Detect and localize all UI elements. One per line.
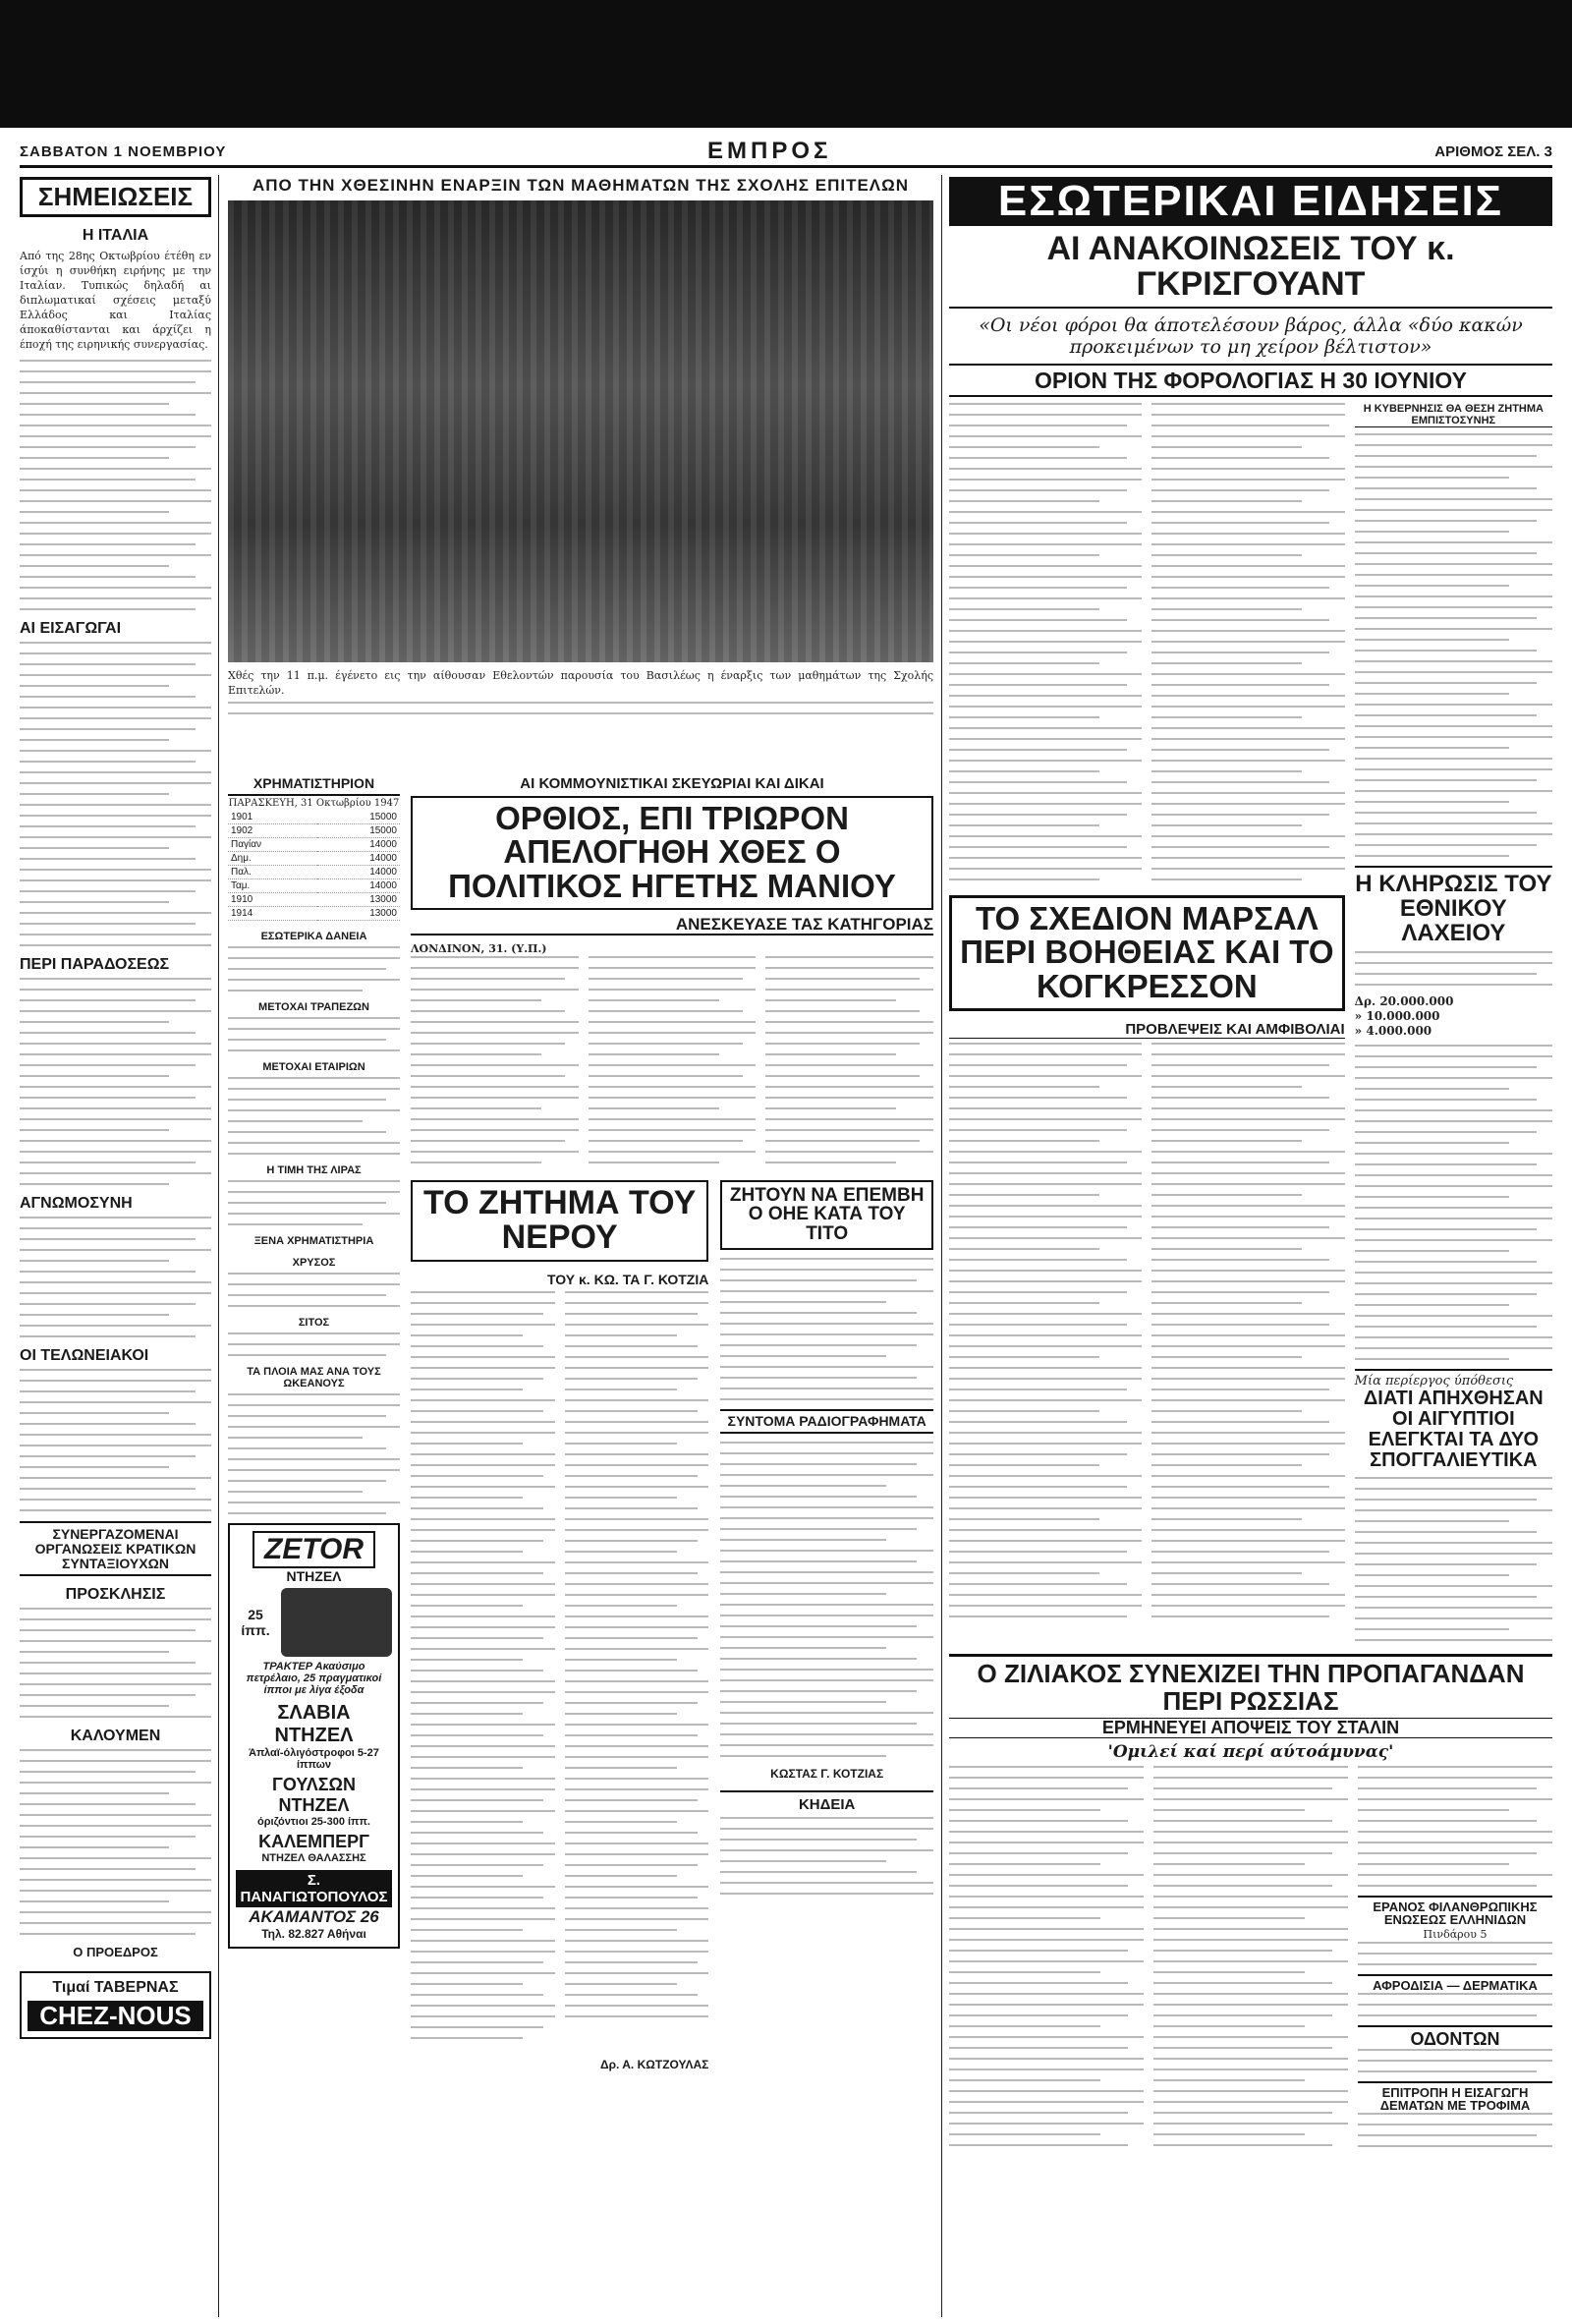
- market-wheat: ΣΙΤΟΣ: [298, 1316, 330, 1329]
- egypt-headline: ΔΙΑΤΙ ΑΠΗΧΘΗΣΑΝ ΟΙ ΑΙΓΥΠΤΙΟΙ ΕΛΕΓΚΤΑΙ ΤΑ ΔΥΟ ΣΠΟΓΓΑΛΙΕΥΤΙΚΑ: [1363, 1388, 1544, 1472]
- market-value: 13000: [317, 892, 400, 906]
- text-lines: [20, 360, 211, 610]
- market-row: [228, 837, 400, 851]
- kalemperg-name: ΚΑΛΕΜΠΕΡΓ: [258, 1831, 369, 1851]
- left-column: [20, 177, 211, 2314]
- panagiotopoulos-name: Σ. ΠΑΝΑΓΙΩΤΟΠΟΥΛΟΣ: [236, 1870, 392, 1907]
- text-lines: [949, 403, 1142, 889]
- text-lines: [20, 1217, 211, 1337]
- text-lines: [228, 1180, 400, 1225]
- kalemperg-sub: ΝΤΗΖΕΛ ΘΑΛΑΣΣΗΣ: [261, 1851, 366, 1864]
- market-pound-price: Η ΤΙΜΗ ΤΗΣ ΛΙΡΑΣ: [266, 1163, 362, 1176]
- zilia-headline: Ο ΖΙΛΙΑΚΟΣ ΣΥΝΕΧΙΖΕΙ ΤΗΝ ΠΡΟΠΑΓΑΝΔΑΝ ΠΕΡΙ ΡΩΣΣΙΑΣ: [977, 1659, 1525, 1716]
- water-author: ΤΟΥ κ. ΚΩ. ΤΑ Γ. ΚΟΤΖΙΑ: [546, 1271, 709, 1287]
- eranos-heading: ΕΡΑΝΟΣ ΦΙΛΑΝΘΡΩΠΙΚΗΣ ΕΝΩΣΕΩΣ ΕΛΛΗΝΙΔΩΝ: [1358, 1896, 1552, 1927]
- text-lines: [765, 956, 933, 1172]
- section-customs: ΟΙ ΤΕΛΩΝΕΙΑΚΟΙ: [20, 1347, 149, 1365]
- market-value: 14000: [317, 865, 400, 879]
- water-headline: ΤΟ ΖΗΤΗΜΑ ΤΟΥ ΝΕΡΟΥ: [411, 1180, 708, 1262]
- text-lines: [228, 1393, 400, 1514]
- market-value: 14000: [317, 879, 400, 892]
- tavern-ad-line1: Τιμαί ΤΑΒΕΡΝΑΣ: [52, 1979, 179, 1997]
- lottery-headline: Η ΚΛΗΡΩΣΙΣ ΤΟΥ ΕΘΝΙΚΟΥ ΛΑΧΕΙΟΥ: [1355, 866, 1552, 946]
- notes-title: ΣΗΜΕΙΩΣΕΙΣ: [20, 177, 211, 217]
- text-lines: [411, 956, 579, 1172]
- middle-articles: [411, 776, 933, 2314]
- zetor-logo: ZETOR: [253, 1531, 375, 1568]
- market-row: [228, 865, 400, 879]
- text-lines: [1358, 1942, 1552, 1965]
- text-lines: [1355, 433, 1552, 857]
- text-lines: [20, 978, 211, 1185]
- text-lines: [228, 1017, 400, 1051]
- masthead: [20, 138, 1552, 168]
- page-number: ΑΡΙΘΜΟΣ ΣΕΛ. 3: [1434, 143, 1552, 160]
- maniou-subhead: ΑΝΕΣΚΕΥΑΣΕ ΤΑΣ ΚΑΤΗΓΟΡΙΑΣ: [411, 916, 933, 935]
- lottery-prize: » 4.000.000: [1354, 1024, 1432, 1039]
- market-value: 14000: [317, 851, 400, 865]
- market-row: [228, 906, 400, 920]
- text-lines: [1358, 1993, 1552, 2016]
- goulson-name: ΓΟΥΛΣΩΝ ΝΤΗΖΕΛ: [272, 1774, 356, 1815]
- zilia-quote: 'Ομιλεί καί περί αύτοάμυνας': [1107, 1741, 1394, 1762]
- tax-quote: «Οι νέοι φόροι θα άποτελέσουν βάρος, άλλα «δύο κακών προκειμένων το μη χείρον βέλτιστον»: [979, 313, 1523, 358]
- market-value: 15000: [317, 823, 400, 837]
- text-lines: [20, 1749, 211, 1935]
- market-gold: ΧΡΥΣΟΣ: [292, 1256, 336, 1269]
- pensioners-heading: ΣΥΝΕΡΓΑΖΟΜΕΝΑΙ ΟΡΓΑΝΩΣΕΙΣ ΚΡΑΤΙΚΩΝ ΣΥΝΤΑΞΙΟΥΧΩΝ: [20, 1521, 211, 1576]
- section-italy: Η ΙΤΑΛΙΑ: [82, 227, 149, 245]
- tavern-ad-name: CHEZ-NOUS: [28, 2001, 203, 2031]
- text-lines: [1358, 1766, 1552, 1887]
- radio-headline: ΣΥΝΤΟΜΑ ΡΑΔΙΟΓΡΑΦΗΜΑΤΑ: [720, 1409, 933, 1434]
- text-lines: [1358, 2049, 1552, 2072]
- marshall-subhead: ΠΡΟΒΛΕΨΕΙΣ ΚΑΙ ΑΜΦΙΒΟΛΙΑΙ: [949, 1021, 1345, 1039]
- text-lines: [228, 946, 400, 992]
- school-opening-photo: [228, 200, 933, 662]
- text-lines: [720, 1258, 933, 1400]
- section-ingratitude: ΑΓΝΩΜΟΣΥΝΗ: [20, 1195, 133, 1213]
- market-internal-loans: ΕΣΩΤΕΡΙΚΑ ΔΑΝΕΙΑ: [260, 930, 367, 942]
- photo-title: ΑΠΟ ΤΗΝ ΧΘΕΣΙΝΗΝ ΕΝΑΡΞΙΝ ΤΩΝ ΜΑΘΗΜΑΤΩΝ ΤΗΣ ΣΧΟΛΗΣ ΕΠΙΤΕΛΩΝ: [252, 177, 910, 195]
- water-signature: Δρ. Α. ΚΩΤΖΟΥΛΑΣ: [599, 2057, 709, 2071]
- market-table: [228, 811, 400, 921]
- lottery-list: [1355, 994, 1552, 1039]
- zilia-subhead: ΕΡΜΗΝΕΥΕΙ ΑΠΟΨΕΙΣ ΤΟΥ ΣΤΑΛΙΝ: [949, 1718, 1552, 1738]
- section-delivery: ΠΕΡΙ ΠΑΡΑΔΟΣΕΩΣ: [20, 956, 170, 974]
- tractor-image: [281, 1588, 392, 1657]
- text-lines: [720, 1442, 933, 1757]
- section-imports: ΑΙ ΕΙΣΑΓΩΓΑΙ: [20, 620, 122, 638]
- tavern-ad: [20, 1971, 211, 2039]
- aphrodisia-heading: ΑΦΡΟΔΙΣΙΑ — ΔΕΡΜΑΤΙΚΑ: [1358, 1974, 1552, 1993]
- text-lines: [411, 1291, 555, 2048]
- parcels-heading: ΕΠΙΤΡΟΠΗ Η ΕΙΣΑΓΩΓΗ ΔΕΜΑΤΩΝ ΜΕ ΤΡΟΦΙΜΑ: [1358, 2081, 1552, 2113]
- photo-section: [228, 177, 933, 766]
- panagiotopoulos-phone: Τηλ. 82.827 Αθήναι: [261, 1926, 366, 1941]
- funeral-heading: ΚΗΔΕΙΑ: [720, 1790, 933, 1813]
- slavia-sub: Άπλαϊ-όλιγόστροφοι 5-27 ίππων: [249, 1746, 379, 1771]
- slavia-name: ΣΛΑΒΙΑ ΝΤΗΖΕΛ: [274, 1701, 354, 1746]
- zetor-sub: ΝΤΗΖΕΛ: [286, 1567, 342, 1584]
- confidence-subhead: Η ΚΥΒΕΡΝΗΣΙΣ ΘΑ ΘΕΣΗ ΖΗΤΗΜΑ ΕΜΠΙΣΤΟΣΥΝΗΣ: [1355, 403, 1552, 427]
- text-lines: [228, 702, 933, 714]
- text-lines: [228, 1332, 400, 1356]
- zetor-ad: [228, 1523, 400, 1949]
- text-lines: [589, 956, 757, 1172]
- market-foreign: ΞΕΝΑ ΧΡΗΜΑΤΙΣΤΗΡΙΑ: [253, 1234, 374, 1247]
- domestic-banner: ΕΣΩΤΕΡΙΚΑΙ ΕΙΔΗΣΕΙΣ: [949, 177, 1552, 226]
- ships-heading: ΤΑ ΠΛΟΙΑ ΜΑΣ ΑΝΑ ΤΟΥΣ ΩΚΕΑΝΟΥΣ: [247, 1365, 381, 1389]
- kotzias-signature: ΚΩΣΤΑΣ Γ. ΚΟΤΖΙΑΣ: [770, 1767, 884, 1782]
- market-company-shares: ΜΕΤΟΧΑΙ ΕΤΑΙΡΙΩΝ: [262, 1060, 365, 1073]
- text-lines: [1151, 403, 1344, 889]
- zetor-hp: 25 ίππ.: [241, 1606, 270, 1638]
- text-lines: [1153, 1766, 1348, 2156]
- odonton-heading: ΟΔΟΝΤΩΝ: [1358, 2025, 1552, 2049]
- text-lines: [1358, 2113, 1552, 2147]
- calling-title: ΚΑΛΟΥΜΕΝ: [70, 1728, 161, 1745]
- market-row: [228, 892, 400, 906]
- eranos-address: Πινδάρου 5: [1423, 1928, 1488, 1942]
- goulson-sub: όριζόντιοι 25-300 ίππ.: [257, 1815, 370, 1828]
- market-column: [228, 776, 400, 2314]
- text-lines: [20, 1608, 211, 1718]
- text-lines: [20, 1369, 211, 1511]
- issue-date: ΣΑΒΒΑΤΟΝ 1 ΝΟΕΜΒΡΙΟΥ: [20, 143, 227, 160]
- market-title: ΧΡΗΜΑΤΙΣΤΗΡΙΟΝ: [228, 776, 400, 796]
- domestic-news: [949, 177, 1552, 2314]
- market-date: ΠΑΡΑΣΚΕΥΗ, 31 Οκτωβρίου 1947: [228, 797, 400, 809]
- market-label: 1910: [228, 892, 317, 906]
- market-row: [228, 811, 400, 824]
- market-label: Ταμ.: [228, 879, 317, 892]
- column-rule: [218, 175, 219, 2317]
- market-label: Παλ.: [228, 865, 317, 879]
- market-label: 1914: [228, 906, 317, 920]
- paper-name: ΕΜΠΡΟΣ: [707, 138, 832, 164]
- text-lines: [565, 1291, 709, 2048]
- lottery-prize: » 10.000.000: [1354, 1009, 1440, 1024]
- text-lines: [1355, 951, 1552, 986]
- market-row: [228, 823, 400, 837]
- tax-limit-subhead: ΟΡΙΟΝ ΤΗΣ ΦΟΡΟΛΟΓΙΑΣ Η 30 ΙΟΥΝΙΟΥ: [949, 364, 1552, 397]
- text-lines: [228, 1077, 400, 1155]
- market-value: 13000: [317, 906, 400, 920]
- market-value: 14000: [317, 837, 400, 851]
- maniou-headline: ΟΡΘΙΟΣ, ΕΠΙ ΤΡΙΩΡΟΝ ΑΠΕΛΟΓΗΘΗ ΧΘΕΣ Ο ΠΟΛΙΤΙΚΟΣ ΗΓΕΤΗΣ ΜΑΝΙΟΥ: [411, 796, 933, 910]
- tito-headline: ΖΗΤΟΥΝ ΝΑ ΕΠΕΜΒΗ Ο ΟΗΕ ΚΑΤΑ ΤΟΥ ΤΙΤΟ: [720, 1180, 933, 1251]
- text-lines: [228, 1273, 400, 1307]
- text-lines: [949, 1766, 1144, 2156]
- invitation-title: ΠΡΟΣΚΛΗΣΙΣ: [65, 1586, 166, 1604]
- photo-caption-text: Χθές την 11 π.μ. έγένετο εις την αίθουσαν Εθελοντών παρουσία του Βασιλέως η έναρξις των μαθημάτων της Σχολής Επιτελών.: [228, 668, 933, 697]
- market-row: [228, 879, 400, 892]
- lottery-prize: Δρ. 20.000.000: [1354, 994, 1454, 1009]
- panagiotopoulos-addr: ΑΚΑΜΑΝΤΟΣ 26: [249, 1906, 379, 1926]
- communist-kicker: ΑΙ ΚΟΜΜΟΥΝΙΣΤΙΚΑΙ ΣΚΕΥΩΡΙΑΙ ΚΑΙ ΔΙΚΑΙ: [520, 776, 824, 792]
- italy-text: Από της 28ης Οκτωβρίου έτέθη εν ίσχύι η συνθήκη ειρήνης με την Ιταλίαν. Τυπικώς δηλαδή αι διπλωματικαί σχέσεις μεταξύ Ελλάδος και Ιταλίας άποκαθίστανται και άρχίζει η έποχή της ειρηνικής συνεργασίας.: [20, 250, 211, 352]
- text-lines: [1355, 1477, 1552, 1641]
- grisgouant-headline: ΑΙ ΑΝΑΚΟΙΝΩΣΕΙΣ ΤΟΥ κ. ΓΚΡΙΣΓΟΥΑΝΤ: [949, 232, 1552, 308]
- text-lines: [1355, 1045, 1552, 1360]
- president-sign: Ο ΠΡΟΕΔΡΟΣ: [73, 1945, 158, 1960]
- market-label: Δημ.: [228, 851, 317, 865]
- maniou-dateline: ΛΟΝΔΙΝΟΝ, 31. (Υ.Π.): [411, 941, 547, 955]
- zetor-text: ΤΡΑΚΤΕΡ Ακαύσιμο πετρέλαιο, 25 πραγματικοί ίπποι με λίγα έξοδα: [246, 1660, 382, 1696]
- market-label: 1902: [228, 823, 317, 837]
- marshall-headline: ΤΟ ΣΧΕΔΙΟΝ ΜΑΡΣΑΛ ΠΕΡΙ ΒΟΗΘΕΙΑΣ ΚΑΙ ΤΟ ΚΟΓΚΡΕΣΣΟΝ: [949, 895, 1345, 1011]
- market-value: 15000: [317, 811, 400, 824]
- top-scan-band: [0, 0, 1572, 128]
- market-row: [228, 851, 400, 865]
- market-label: Παγίαν: [228, 837, 317, 851]
- text-lines: [1151, 1043, 1344, 1626]
- market-label: 1901: [228, 811, 317, 824]
- text-lines: [949, 1043, 1142, 1626]
- column-rule: [941, 175, 942, 2317]
- text-lines: [720, 1817, 933, 1895]
- market-bank-shares: ΜΕΤΟΧΑΙ ΤΡΑΠΕΖΩΝ: [258, 1000, 369, 1013]
- egypt-kicker: Μία περίεργος ύπόθεσις: [1355, 1369, 1552, 1389]
- text-lines: [20, 642, 211, 946]
